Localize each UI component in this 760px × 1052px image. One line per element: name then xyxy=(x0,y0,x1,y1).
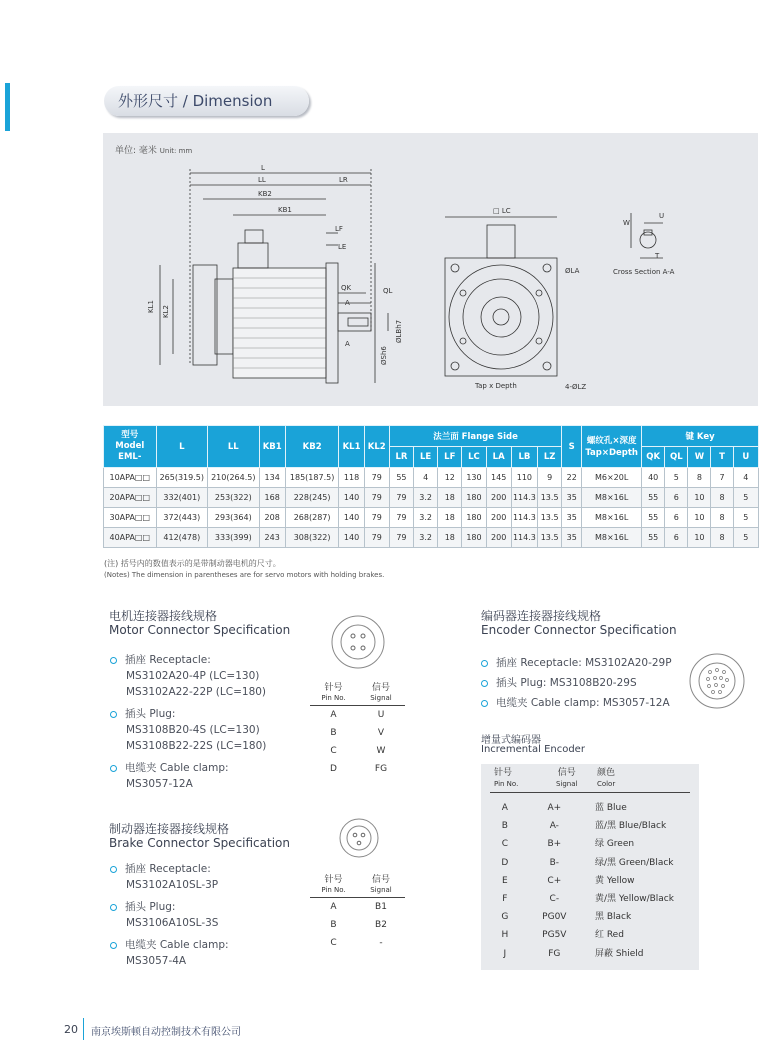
table-cell: 293(364) xyxy=(208,508,260,528)
unit-zh: 单位: 毫米 xyxy=(115,146,157,156)
svg-text:LE: LE xyxy=(338,243,347,251)
pin-cell: FG xyxy=(548,948,561,959)
svg-text:KB1: KB1 xyxy=(278,206,292,214)
svg-text:T: T xyxy=(655,252,660,260)
pin-row xyxy=(310,724,405,742)
table-cell: 114.3 xyxy=(511,488,537,508)
table-cell: 55 xyxy=(642,508,665,528)
col-tap: 螺纹孔×深度 Tap×Depth xyxy=(582,426,642,468)
table-cell: 13.5 xyxy=(538,528,562,548)
pin-cell: C+ xyxy=(547,875,562,886)
table-cell: 79 xyxy=(364,508,389,528)
table-cell: 253(322) xyxy=(208,488,260,508)
table-cell: 333(399) xyxy=(208,528,260,548)
table-cell: 6 xyxy=(665,488,688,508)
table-cell: 180 xyxy=(462,508,486,528)
svg-text:□ LC: □ LC xyxy=(493,207,511,215)
col-key-QK: QK xyxy=(642,447,665,468)
col-flange-LB: LB xyxy=(511,447,537,468)
table-cell: 412(478) xyxy=(156,528,208,548)
col-key-T: T xyxy=(711,447,733,468)
table-cell: 9 xyxy=(538,468,562,488)
pin-cell: A xyxy=(330,710,337,720)
motor-encoder-box xyxy=(193,265,217,365)
pin-cell: B- xyxy=(549,857,560,868)
table-cell: 5 xyxy=(733,508,758,528)
pin-cell: H xyxy=(501,930,509,941)
pin-cell: PG5V xyxy=(542,930,567,941)
shaft-cross-section xyxy=(640,232,656,248)
pin-cell: 绿 Green xyxy=(594,839,635,850)
table-cell: 243 xyxy=(259,528,285,548)
table-cell: 114.3 xyxy=(511,528,537,548)
pin-cell: 绿/黑 Green/Black xyxy=(594,857,674,868)
table-cell: 6 xyxy=(665,508,688,528)
table-cell: 180 xyxy=(462,488,486,508)
pin-cell: - xyxy=(379,938,383,948)
table-cell: 79 xyxy=(389,508,413,528)
table-row xyxy=(104,528,759,548)
table-cell: 5 xyxy=(665,468,688,488)
pin-cell: B+ xyxy=(547,839,562,850)
company-name: 南京埃斯顿自动控制技术有限公司 xyxy=(91,1027,241,1038)
svg-text:KB2: KB2 xyxy=(258,190,272,198)
encoder-title-zh: 编码器连接器接线规格 xyxy=(481,609,602,623)
col-KB1: KB1 xyxy=(259,426,285,468)
pin-cell: PG0V xyxy=(542,912,567,923)
svg-text:LR: LR xyxy=(339,176,348,184)
table-cell: 79 xyxy=(364,528,389,548)
table-cell: 4 xyxy=(414,468,438,488)
pin-row xyxy=(490,926,690,944)
pin-cell: A- xyxy=(549,821,559,832)
motor-pin-table: 针号 Pin No. 信号 Signal A U B V C W D FG xyxy=(310,683,405,778)
svg-text:ØSh6: ØSh6 xyxy=(380,346,388,365)
pin-row xyxy=(310,934,405,952)
table-cell: M8×16L xyxy=(582,528,642,548)
col-flange-LA: LA xyxy=(486,447,511,468)
svg-text:A: A xyxy=(345,340,350,348)
encoder-pin-table: 针号 Pin No. 信号 Signal 颜色 Color A A+ 蓝 Blue B A- 蓝/黑 Blue/Black C B+ 绿 Green D B- 绿/黑 Green/Black E C+ 黄 Yellow F C- 黄/黑 Yellow/Black G PG0V 黑 Black H PG5V 红 Red J FG 屏蔽 Shield xyxy=(490,768,690,963)
table-cell: 185(187.5) xyxy=(285,468,339,488)
pin-cell: U xyxy=(377,710,385,720)
pin-row xyxy=(490,908,690,926)
pin-cell: C- xyxy=(549,894,560,905)
pin-cell: F xyxy=(502,894,508,905)
table-cell: 55 xyxy=(642,488,665,508)
brake-pin-table: 针号 Pin No. 信号 Signal A B1 B B2 C - xyxy=(310,875,405,952)
col-S: S xyxy=(562,426,582,468)
pin-cell: 蓝/黑 Blue/Black xyxy=(594,821,667,832)
table-cell: 168 xyxy=(259,488,285,508)
svg-text:QL: QL xyxy=(383,287,393,295)
table-cell: 10 xyxy=(688,508,711,528)
pin-row xyxy=(310,706,405,724)
pin-cell: B2 xyxy=(375,920,387,930)
table-cell: 10 xyxy=(688,488,711,508)
table-cell: 13.5 xyxy=(538,508,562,528)
col-key-group: 键 Key xyxy=(642,426,759,447)
pin-cell: B1 xyxy=(375,902,387,912)
dimension-table xyxy=(103,425,759,548)
col-key-U: U xyxy=(733,447,758,468)
table-cell: 200 xyxy=(486,528,511,548)
table-cell: 79 xyxy=(389,528,413,548)
table-cell: 3.2 xyxy=(414,508,438,528)
page-number: 20 xyxy=(64,1023,78,1036)
brake-title-zh: 制动器连接器接线规格 xyxy=(109,822,230,836)
table-cell: 114.3 xyxy=(511,508,537,528)
table-cell: 265(319.5) xyxy=(156,468,208,488)
pin-cell: D xyxy=(501,857,509,868)
table-cell: 332(401) xyxy=(156,488,208,508)
table-cell: 3.2 xyxy=(414,488,438,508)
table-cell: 79 xyxy=(364,468,389,488)
pin-cell: FG xyxy=(374,764,388,774)
table-cell: 200 xyxy=(486,508,511,528)
svg-text:QK: QK xyxy=(341,284,352,292)
col-key-W: W xyxy=(688,447,711,468)
flange-square xyxy=(445,258,557,376)
pin-cell: E xyxy=(502,875,508,886)
table-cell: 180 xyxy=(462,528,486,548)
table-cell: 12 xyxy=(438,468,462,488)
table-cell: 140 xyxy=(339,508,364,528)
table-cell: 130 xyxy=(462,468,486,488)
pin-cell: G xyxy=(501,912,509,923)
svg-text:ØLA: ØLA xyxy=(565,267,580,275)
motor-title-en: Motor Connector Specification xyxy=(109,623,291,637)
pin-cell: C xyxy=(330,746,337,756)
svg-text:LF: LF xyxy=(335,225,343,233)
pin-cell: 黑 Black xyxy=(594,912,632,923)
table-cell: 55 xyxy=(389,468,413,488)
table-cell: 110 xyxy=(511,468,537,488)
table-cell: 40APA□□ xyxy=(104,528,157,548)
table-cell: 8 xyxy=(711,508,733,528)
table-cell: 8 xyxy=(688,468,711,488)
table-row xyxy=(104,468,759,488)
table-cell: M8×16L xyxy=(582,488,642,508)
svg-text:U: U xyxy=(659,212,665,220)
table-cell: 372(443) xyxy=(156,508,208,528)
svg-text:W: W xyxy=(623,219,630,227)
table-cell: 20APA□□ xyxy=(104,488,157,508)
col-flange-LE: LE xyxy=(414,447,438,468)
pin-cell: 黄 Yellow xyxy=(594,875,635,886)
pin-row xyxy=(490,799,690,817)
svg-text:KL2: KL2 xyxy=(162,305,170,318)
col-KL1: KL1 xyxy=(339,426,364,468)
svg-text:Cross Section A-A: Cross Section A-A xyxy=(613,268,675,276)
table-cell: 6 xyxy=(665,528,688,548)
table-note-zh: (注) 括号内的数值表示的是带制动器电机的尺寸。 xyxy=(104,559,281,568)
col-key-QL: QL xyxy=(665,447,688,468)
svg-text:A: A xyxy=(345,299,350,307)
pin-cell: W xyxy=(376,746,386,756)
table-cell: 40 xyxy=(642,468,665,488)
table-cell: 18 xyxy=(438,488,462,508)
pin-row xyxy=(490,835,690,853)
table-cell: 30APA□□ xyxy=(104,508,157,528)
pin-row xyxy=(310,742,405,760)
pin-cell: V xyxy=(377,728,385,738)
table-cell: 13.5 xyxy=(538,488,562,508)
pin-row xyxy=(490,854,690,872)
svg-text:L: L xyxy=(261,164,265,172)
table-cell: 55 xyxy=(642,528,665,548)
table-cell: 140 xyxy=(339,528,364,548)
table-cell: 79 xyxy=(364,488,389,508)
encoder-title-en: Encoder Connector Specification xyxy=(481,623,677,637)
svg-text:ØLBh7: ØLBh7 xyxy=(395,319,403,343)
table-cell: 5 xyxy=(733,528,758,548)
col-KB2: KB2 xyxy=(285,426,339,468)
pin-cell: 屏蔽 Shield xyxy=(594,948,644,959)
footer-divider xyxy=(83,1018,84,1040)
table-cell: M8×16L xyxy=(582,508,642,528)
motor-spec-list: 插座 Receptacle: MS3102A20-4P (LC=130) MS3102A22-22P (LC=180) 插头 Plug: MS3108B20-4S (LC=130) MS3108B22-22S (LC=180) 电缆夹 Cable clamp: MS3057-12A xyxy=(110,652,266,792)
table-cell: 8 xyxy=(711,488,733,508)
encoder-subtitle-en: Incremental Encoder xyxy=(481,744,585,755)
flange-outer-circle xyxy=(449,265,553,369)
table-cell: M6×20L xyxy=(582,468,642,488)
brake-connector-icon xyxy=(338,817,380,859)
table-cell: 10 xyxy=(688,528,711,548)
svg-text:Tap x Depth: Tap x Depth xyxy=(475,382,517,390)
pin-cell: B xyxy=(501,821,508,832)
encoder-connector-icon xyxy=(688,652,746,710)
brake-spec-list: 插座 Receptacle: MS3102A10SL-3P 插头 Plug: MS3106A10SL-3S 电缆夹 Cable clamp: MS3057-4A xyxy=(110,861,229,969)
pin-row xyxy=(490,872,690,890)
pin-cell: A+ xyxy=(547,803,562,813)
table-cell: 5 xyxy=(733,488,758,508)
pin-cell: A xyxy=(501,803,508,813)
col-flange-LF: LF xyxy=(438,447,462,468)
table-cell: 140 xyxy=(339,488,364,508)
table-cell: 210(264.5) xyxy=(208,468,260,488)
page-title: 外形尺寸 / Dimension xyxy=(104,86,309,116)
col-L: L xyxy=(156,426,208,468)
motor-title-zh: 电机连接器接线规格 xyxy=(109,609,218,623)
pin-cell: J xyxy=(503,948,507,959)
motor-shaft xyxy=(338,313,371,331)
table-row xyxy=(104,488,759,508)
motor-connector-icon xyxy=(330,614,386,670)
motor-body xyxy=(233,268,326,378)
col-flange-LC: LC xyxy=(462,447,486,468)
svg-text:LL: LL xyxy=(258,176,266,184)
pin-cell: B xyxy=(330,920,337,930)
pin-row xyxy=(490,890,690,908)
table-cell: 208 xyxy=(259,508,285,528)
pin-cell: 红 Red xyxy=(594,930,624,941)
pin-cell: 蓝 Blue xyxy=(594,803,627,813)
motor-connector xyxy=(238,243,268,268)
pin-row xyxy=(490,945,690,963)
pin-cell: 黄/黑 Yellow/Black xyxy=(594,894,674,905)
table-cell: 35 xyxy=(562,508,582,528)
table-cell: 118 xyxy=(339,468,364,488)
table-cell: 3.2 xyxy=(414,528,438,548)
table-cell: 268(287) xyxy=(285,508,339,528)
table-cell: 8 xyxy=(711,528,733,548)
brake-title-en: Brake Connector Specification xyxy=(109,836,290,850)
table-cell: 18 xyxy=(438,508,462,528)
col-KL2: KL2 xyxy=(364,426,389,468)
pin-cell: B xyxy=(330,728,337,738)
unit-en: Unit: mm xyxy=(159,147,193,155)
pin-cell: C xyxy=(330,938,337,948)
pin-row xyxy=(490,817,690,835)
col-LL: LL xyxy=(208,426,260,468)
table-cell: 10APA□□ xyxy=(104,468,157,488)
encoder-spec-list: 插座 Receptacle: MS3102A20-29P 插头 Plug: MS3108B20-29S 电缆夹 Cable clamp: MS3057-12A xyxy=(481,655,672,711)
pin-cell: D xyxy=(330,764,337,774)
pin-cell: C xyxy=(501,839,508,850)
col-flange-LR: LR xyxy=(389,447,413,468)
pin-row xyxy=(310,760,405,778)
table-note-en: (Notes) The dimension in parentheses are for servo motors with holding brakes. xyxy=(104,571,385,579)
pin-cell: A xyxy=(330,902,337,912)
encoder-subtitle-zh: 增量式编码器 xyxy=(481,735,541,746)
table-cell: 35 xyxy=(562,528,582,548)
table-cell: 4 xyxy=(733,468,758,488)
col-flange-LZ: LZ xyxy=(538,447,562,468)
table-cell: 308(322) xyxy=(285,528,339,548)
table-cell: 228(245) xyxy=(285,488,339,508)
pin-row xyxy=(310,916,405,934)
table-cell: 35 xyxy=(562,488,582,508)
col-flange-group: 法兰面 Flange Side xyxy=(389,426,561,447)
col-model: 型号 Model EML- xyxy=(104,426,157,468)
table-cell: 134 xyxy=(259,468,285,488)
table-row xyxy=(104,508,759,528)
table-cell: 18 xyxy=(438,528,462,548)
table-cell: 22 xyxy=(562,468,582,488)
table-cell: 145 xyxy=(486,468,511,488)
flange-connector xyxy=(487,225,515,258)
table-cell: 7 xyxy=(711,468,733,488)
table-cell: 200 xyxy=(486,488,511,508)
motor-drawing xyxy=(103,133,758,406)
pin-row xyxy=(310,898,405,916)
svg-text:4-ØLZ: 4-ØLZ xyxy=(565,383,587,391)
motor-flange xyxy=(326,263,338,383)
motor-rear-cap xyxy=(215,279,233,354)
accent-bar xyxy=(5,83,10,131)
table-cell: 79 xyxy=(389,488,413,508)
svg-text:KL1: KL1 xyxy=(147,300,155,313)
